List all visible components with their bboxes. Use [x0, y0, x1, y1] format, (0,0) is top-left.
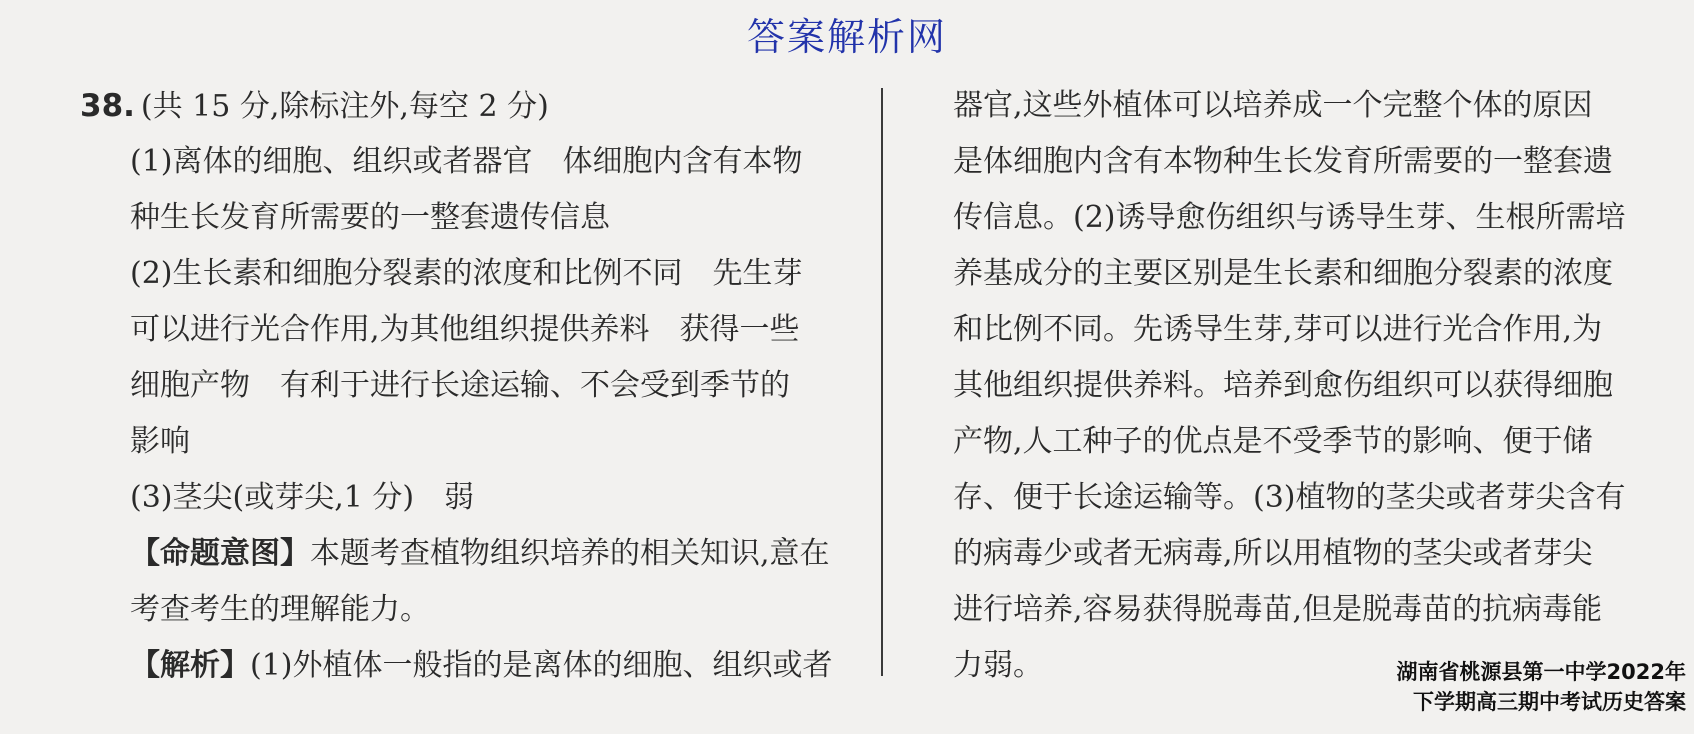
analysis-line: 产物,人工种子的优点是不受季节的影响、便于储 [953, 424, 1593, 459]
answer-line: 种生长发育所需要的一整套遗传信息 [130, 200, 610, 235]
question-header-line [80, 78, 870, 134]
answer-line: (1)离体的细胞、组织或者器官 体细胞内含有本物 [130, 144, 803, 179]
analysis-line: 力弱。 [953, 648, 1043, 683]
analysis-text: (1)外植体一般指的是离体的细胞、组织或者 [250, 648, 833, 683]
analysis-line: 进行培养,容易获得脱毒苗,但是脱毒苗的抗病毒能 [953, 592, 1603, 627]
intent-line [80, 526, 870, 582]
answer-line: 可以进行光合作用,为其他组织提供养料 获得一些 [130, 312, 800, 347]
intent-tag: 【命题意图】 [130, 536, 310, 571]
analysis-line: 是体细胞内含有本物种生长发育所需要的一整套遗 [953, 144, 1613, 179]
analysis-line: 的病毒少或者无病毒,所以用植物的茎尖或者芽尖 [953, 536, 1593, 571]
left-column [80, 78, 870, 694]
question-number: 38. [80, 88, 135, 124]
footer-line-school: 湖南省桃源县第一中学2022年 [1396, 660, 1686, 684]
analysis-line: 养基成分的主要区别是生长素和细胞分裂素的浓度 [953, 256, 1613, 291]
answer-line: 细胞产物 有利于进行长途运输、不会受到季节的 [130, 368, 790, 403]
answer-line: (2)生长素和细胞分裂素的浓度和比例不同 先生芽 [130, 256, 803, 291]
answer-line: (3)茎尖(或芽尖,1 分) 弱 [130, 480, 475, 515]
answer-line: 影响 [130, 424, 190, 459]
analysis-tag: 【解析】 [130, 648, 250, 683]
footer-caption [1397, 657, 1686, 717]
analysis-line: 和比例不同。先诱导生芽,芽可以进行光合作用,为 [953, 312, 1603, 347]
analysis-line [80, 638, 870, 694]
right-column [953, 78, 1688, 694]
question-score-note: (共 15 分,除标注外,每空 2 分) [140, 89, 549, 124]
watermark-title: 答案解析网 [746, 15, 947, 59]
analysis-line: 其他组织提供养料。培养到愈伤组织可以获得细胞 [953, 368, 1613, 403]
footer-line-exam: 下学期高三期中考试历史答案 [1413, 690, 1686, 714]
intent-line: 考查考生的理解能力。 [130, 592, 430, 627]
analysis-line: 器官,这些外植体可以培养成一个完整个体的原因 [953, 88, 1593, 123]
analysis-line: 传信息。(2)诱导愈伤组织与诱导生芽、生根所需培 [953, 200, 1626, 235]
column-divider [881, 88, 883, 676]
analysis-line: 存、便于长途运输等。(3)植物的茎尖或者芽尖含有 [953, 480, 1626, 515]
intent-text: 本题考查植物组织培养的相关知识,意在 [310, 536, 830, 571]
